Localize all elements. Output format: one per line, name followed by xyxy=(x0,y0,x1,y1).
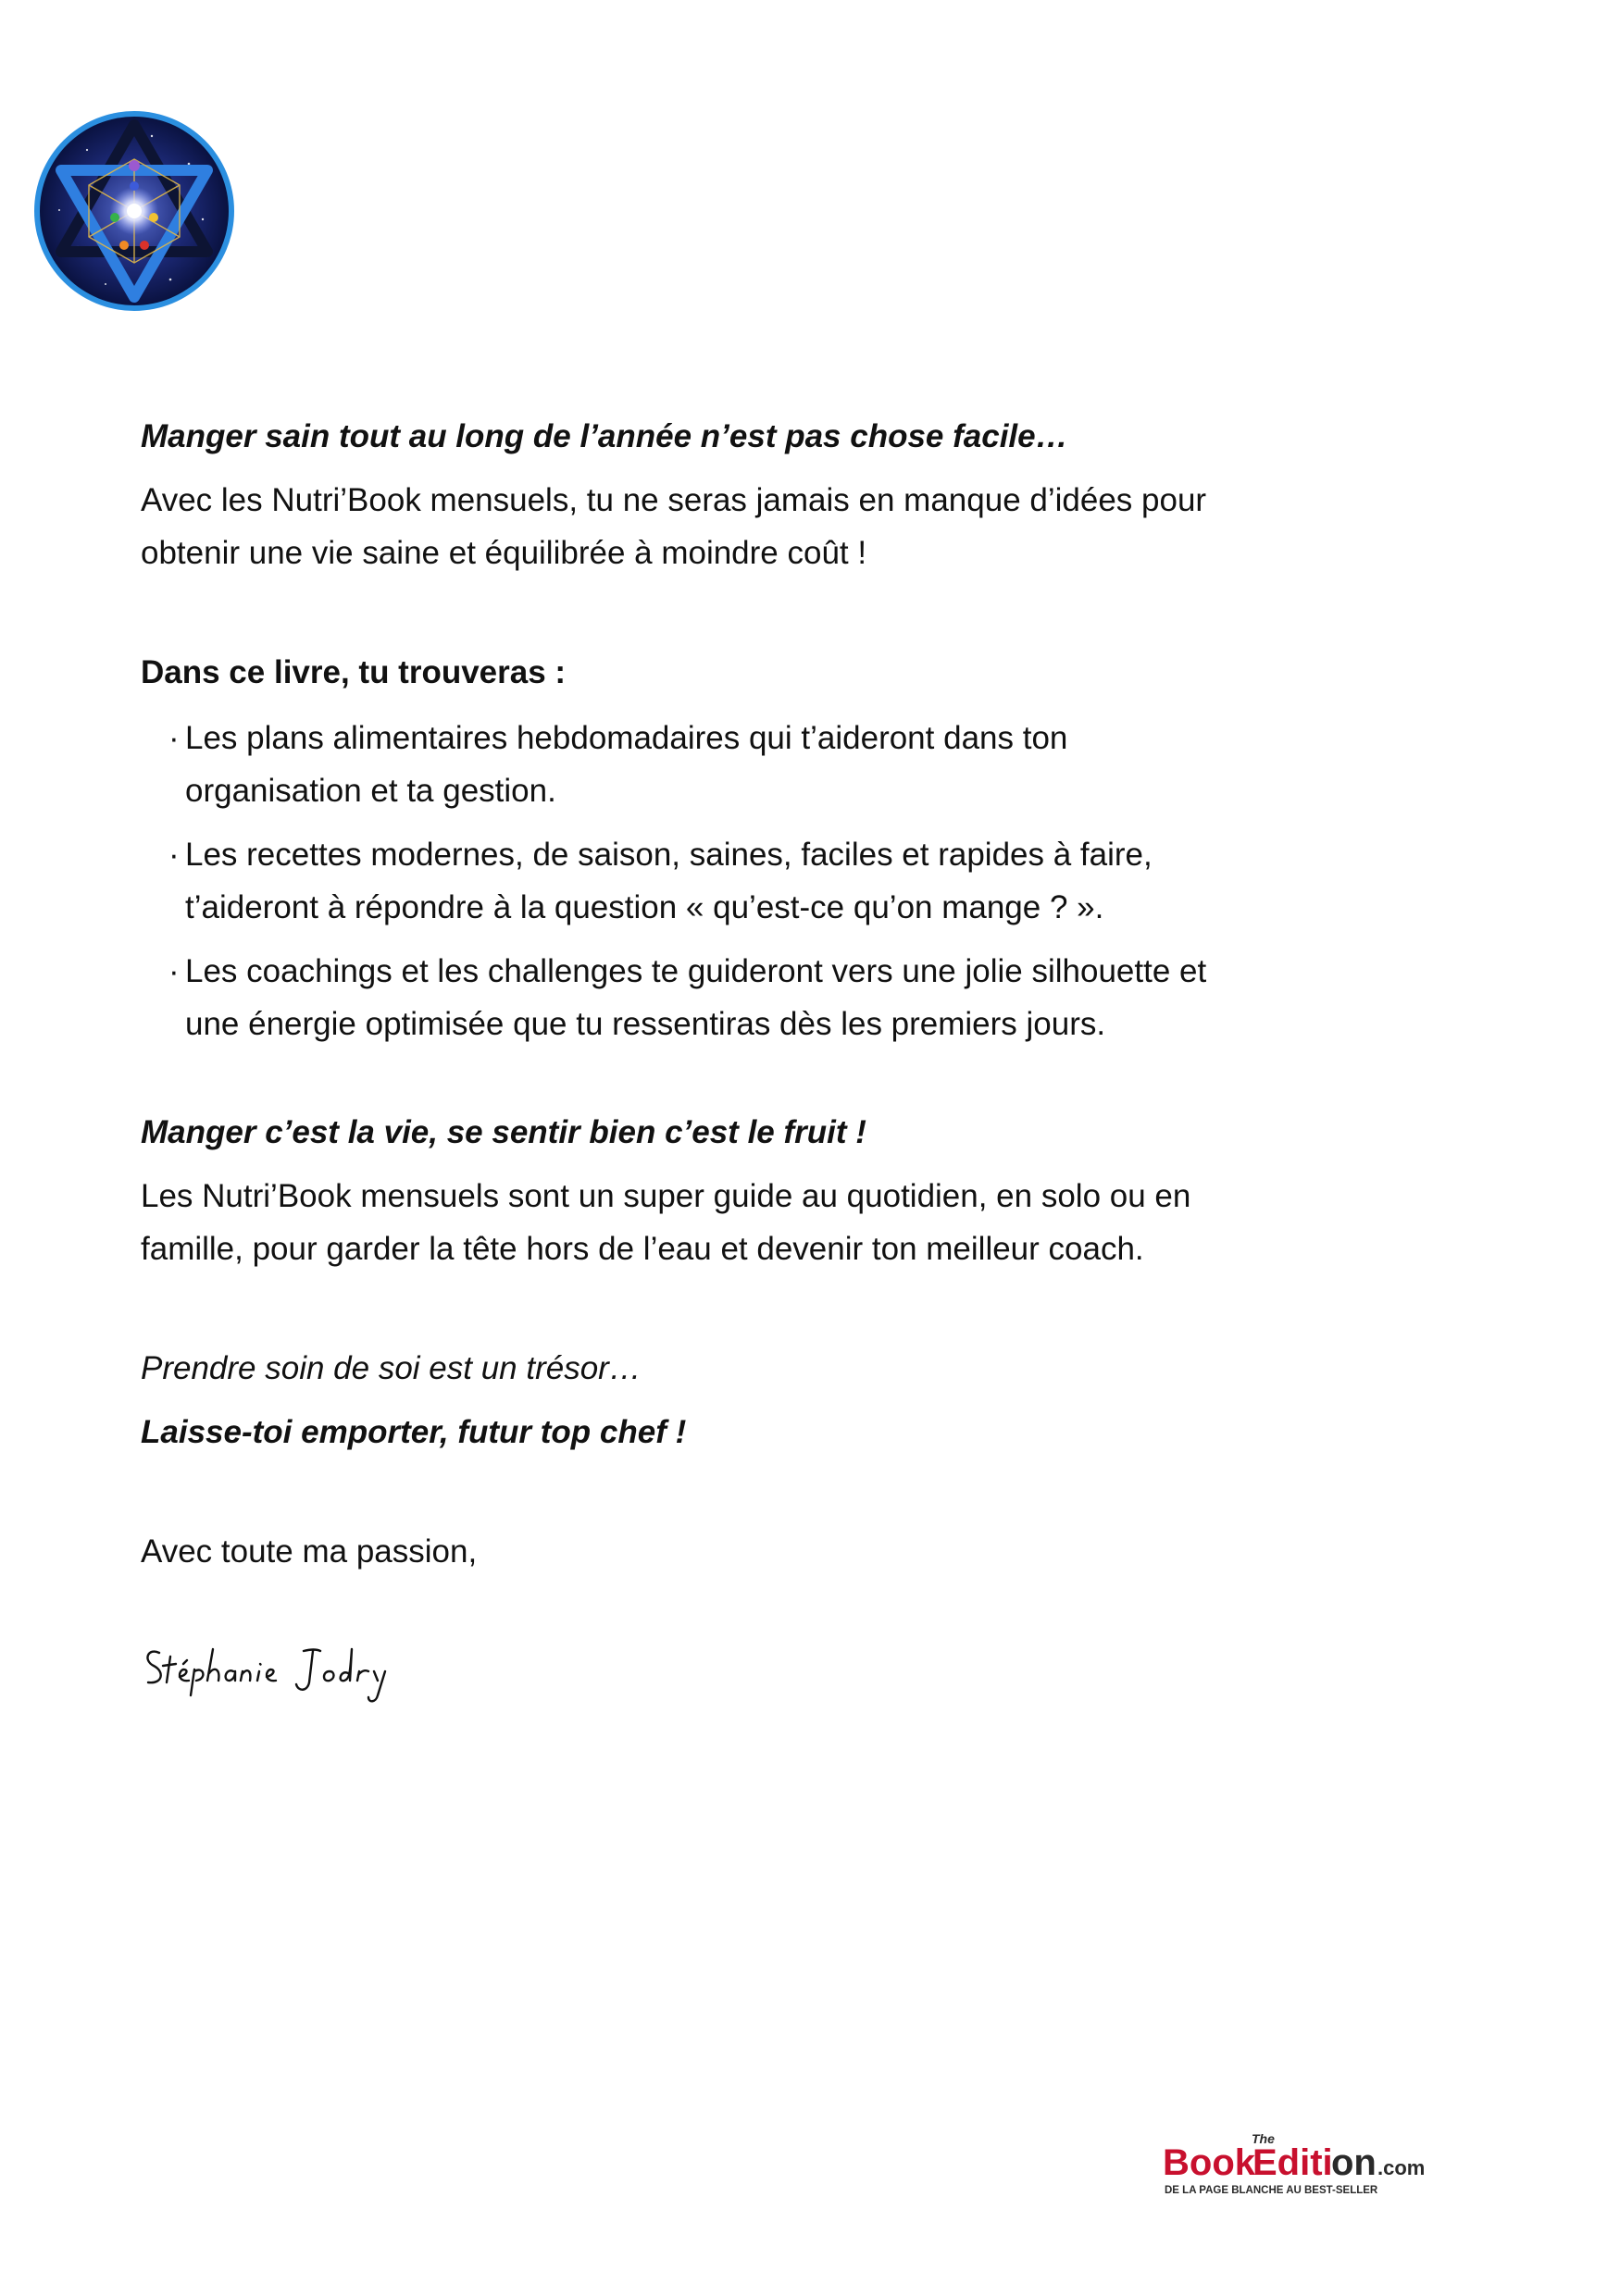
list-item-line-1: Les plans alimentaires hebdomadaires qui t’aideront dans ton xyxy=(185,720,1068,756)
intro-heading: Manger sain tout au long de l’année n’est pas chose facile… xyxy=(141,418,1068,454)
list-item-line-2: une énergie optimisée que tu ressentiras dès les premiers jours. xyxy=(185,1006,1106,1042)
svg-text:Book: Book xyxy=(1163,2142,1255,2183)
svg-text:on: on xyxy=(1331,2142,1377,2183)
svg-text:The: The xyxy=(1252,2131,1275,2146)
contents-heading: Dans ce livre, tu trouveras : xyxy=(141,654,567,690)
list-item xyxy=(141,828,1279,934)
list-item-line-1: Les coachings et les challenges te guideront vers une jolie silhouette et xyxy=(185,953,1207,989)
motto-paragraph-line-1: Les Nutri’Book mensuels sont un super guide au quotidien, en solo ou en xyxy=(141,1178,1191,1214)
star-of-david-logo xyxy=(31,108,237,314)
bookedition-logo xyxy=(1163,2127,1450,2199)
bullet-dot: · xyxy=(168,837,180,873)
contents-list xyxy=(141,712,1279,1050)
handwritten-signature xyxy=(139,1636,407,1710)
list-item-line-2: organisation et ta gestion. xyxy=(185,773,556,809)
back-cover-text xyxy=(141,410,1279,1578)
signature-icon xyxy=(139,1636,407,1710)
list-item-line-1: Les recettes modernes, de saison, saines, faciles et rapides à faire, xyxy=(185,837,1153,873)
svg-text:.com: .com xyxy=(1377,2156,1426,2179)
closing-line-2: Laisse-toi emporter, futur top chef ! xyxy=(141,1414,687,1450)
list-item-line-2: t’aideront à répondre à la question « qu’est-ce qu’on mange ? ». xyxy=(185,889,1104,925)
svg-text:DE LA PAGE BLANCHE AU BEST-SEL: DE LA PAGE BLANCHE AU BEST-SELLER xyxy=(1165,2185,1378,2196)
closing-line-1: Prendre soin de soi est un trésor… xyxy=(141,1350,642,1386)
motto-heading: Manger c’est la vie, se sentir bien c’est le fruit ! xyxy=(141,1114,866,1150)
list-item xyxy=(141,945,1279,1050)
motto-paragraph-line-2: famille, pour garder la tête hors de l’eau et devenir ton meilleur coach. xyxy=(141,1231,1144,1267)
intro-paragraph-line-1: Avec les Nutri’Book mensuels, tu ne seras jamais en manque d’idées pour xyxy=(141,482,1207,518)
bookedition-wordmark-icon xyxy=(1163,2127,1450,2199)
sacred-geometry-icon xyxy=(31,108,237,314)
signoff-text: Avec toute ma passion, xyxy=(141,1533,478,1570)
bullet-dot: · xyxy=(168,953,180,989)
bullet-dot: · xyxy=(168,720,180,756)
svg-text:Editi: Editi xyxy=(1252,2142,1333,2183)
list-item xyxy=(141,712,1279,817)
intro-paragraph-line-2: obtenir une vie saine et équilibrée à moindre coût ! xyxy=(141,535,867,571)
